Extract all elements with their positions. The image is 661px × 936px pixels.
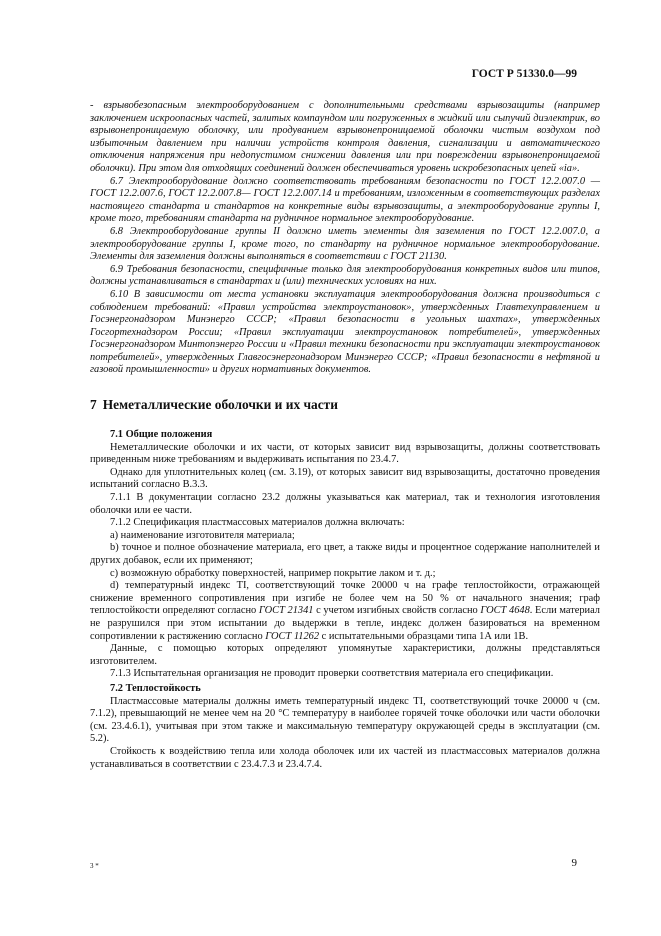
- italic-paragraph-intrinsic-safety: - взрывобезопасным электрооборудованием с дополнительными средствами взрывозащиты (например заключением искроопасных частей, залитых компаундом или погруженных в жидкий или сыпучий диэлектрик, во взрывонепроницаемую оболочку, или продуванием взрывонепроницаемой оболочки чистым воздухом под избыточным давлением при наличии устройств контроля давления, сигнализации и автоматического отключения напряжения при недопустимом снижении давления или при повреждении взрывонепроницаемой оболочки). При этом для отходящих соединений должен обеспечиваться уровень искробезопасных цепей «ia».: [90, 100, 600, 174]
- paragraph-7-1-3: 7.1.3 Испытательная организация не проводит проверки соответствия материала его спецификации.: [110, 668, 554, 680]
- section-number: 7: [90, 397, 97, 413]
- subsection-heading-7-1: 7.1 Общие положения: [110, 429, 213, 441]
- paragraph-7-1-1: 7.1.1 В документации согласно 23.2 должны указываться как материал, так и технология изготовления оболочки или ее части.: [90, 492, 600, 516]
- footer-mark: 3 *: [90, 862, 99, 870]
- list-item-d-text-4: с испытательными образцами типа 1А или 1В.: [319, 630, 529, 642]
- paragraph-7-1-data: Данные, с помощью которых определяют упомянутые характеристики, должны представляться изготовителем.: [90, 643, 600, 667]
- standard-ref-gost-4648: ГОСТ 4648: [480, 605, 530, 617]
- section-title: Неметаллические оболочки и их части: [102, 397, 338, 413]
- paragraph-7-1-intro: Неметаллические оболочки и их части, от которых зависит вид взрывозащиты, должны соответствовать приведенным ниже требованиям и выдерживать испытания по 23.4.7.: [90, 441, 600, 466]
- list-item-a: а) наименование изготовителя материала;: [110, 529, 295, 541]
- italic-paragraph-6-9: 6.9 Требования безопасности, специфичные только для электрооборудования конкретных видов или типов, должны устанавливаться в стандартах и (или) технических условиях на них.: [90, 263, 600, 288]
- paragraph-7-1-rings: Однако для уплотнительных колец (см. 3.19), от которых зависит вид взрывозащиты, достаточно проведения испытаний согласно В.3.3.: [90, 466, 600, 491]
- italic-paragraph-6-7: 6.7 Электрооборудование должно соответствовать требованиям безопасности по ГОСТ 12.2.007.0 — ГОСТ 12.2.007.6, ГОСТ 12.2.007.8— ГОСТ 12.2.007.14 и требованиям, изложенным в соответствующих разделах настоящего стандарта и стандартов на конкретные виды взрывозащиты, а электрооборудование группы I, кроме того, требованиям стандарта на рудничное нормальное электрооборудование.: [90, 175, 600, 225]
- paragraph-7-2-index: Пластмассовые материалы должны иметь температурный индекс TI, соответствующий точке 20000 ч (см. 7.1.2), превышающий не менее чем на 20 °С температуру в наиболее горячей точке оболочки или части оболочки (см. 23.4.6.1), учитывая при этом также и максимальную температуру окружающей среды в эксплуатации (см. 5.2).: [90, 695, 600, 745]
- list-item-b: b) точное и полное обозначение материала, его цвет, а также виды и процентное содержание наполнителей и других добавок, если их применяют;: [90, 542, 600, 566]
- standard-ref-gost-11262: ГОСТ 11262: [265, 630, 320, 642]
- list-item-d-text-1: d) температурный индекс TI, соответствующий точке 20000 ч на графе теплостойкости, отражающей снижение временного сопротивления при изгибе не более чем на 50 % от начального значения; граф теплостойкости определяют согласно: [90, 580, 600, 617]
- standard-ref-gost-21341: ГОСТ 21341: [258, 605, 314, 617]
- document-id-header: ГОСТ Р 51330.0—99: [471, 68, 577, 80]
- page-body: [90, 100, 600, 771]
- subsection-heading-7-2: 7.2 Теплостойкость: [110, 682, 201, 694]
- list-item-c: с) возможную обработку поверхностей, например покрытие лаком и т. д.;: [110, 567, 436, 579]
- list-item-d: [90, 580, 600, 643]
- paragraph-7-2-resistance: Стойкость к воздействию тепла или холода оболочек или их частей из пластмассовых материалов должна устанавливаться в соответствии с 23.4.7.3 и 23.4.7.4.: [90, 745, 600, 770]
- italic-paragraph-6-8: 6.8 Электрооборудование группы II должно иметь элементы для заземления по ГОСТ 12.2.007.0, а электрооборудование группы I, кроме того, по стандарту на рудничное нормальное электрооборудование. Элементы для заземления должны выполняться в соответствии с ГОСТ 21130.: [90, 225, 600, 263]
- list-item-d-text-3: . Если материал не разрушился при этом испытании до выдержки в тепле, индекс должен базироваться на временном сопротивлении к растяжению согласно: [90, 605, 600, 642]
- paragraph-7-1-2: 7.1.2 Спецификация пластмассовых материалов должна включать:: [110, 517, 405, 529]
- list-item-d-text-2: с учетом изгибных свойств согласно: [313, 605, 481, 617]
- italic-paragraph-6-10: 6.10 В зависимости от места установки эксплуатация электрооборудования должна производиться с соблюдением требований: «Правил устройства электроустановок», утвержденных Главтехуправлением и Госэнергонадзором Минэнерго СССР; «Правил безопасности в угольных шахтах», утвержденных Госгортехнадзором России; «Правил эксплуатации электроустановок потребителей», утвержденных Госэнергонадзором Минтопэнерго России и «Правил техники безопасности при эксплуатации электроустановок потребителей», утвержденных Главгосэнергонадзором Минэнерго СССР; «Правил безопасности в нефтяной и газовой промышленности» и других нормативных документов.: [90, 288, 600, 376]
- page-number: 9: [571, 857, 577, 869]
- section-heading: [90, 397, 600, 413]
